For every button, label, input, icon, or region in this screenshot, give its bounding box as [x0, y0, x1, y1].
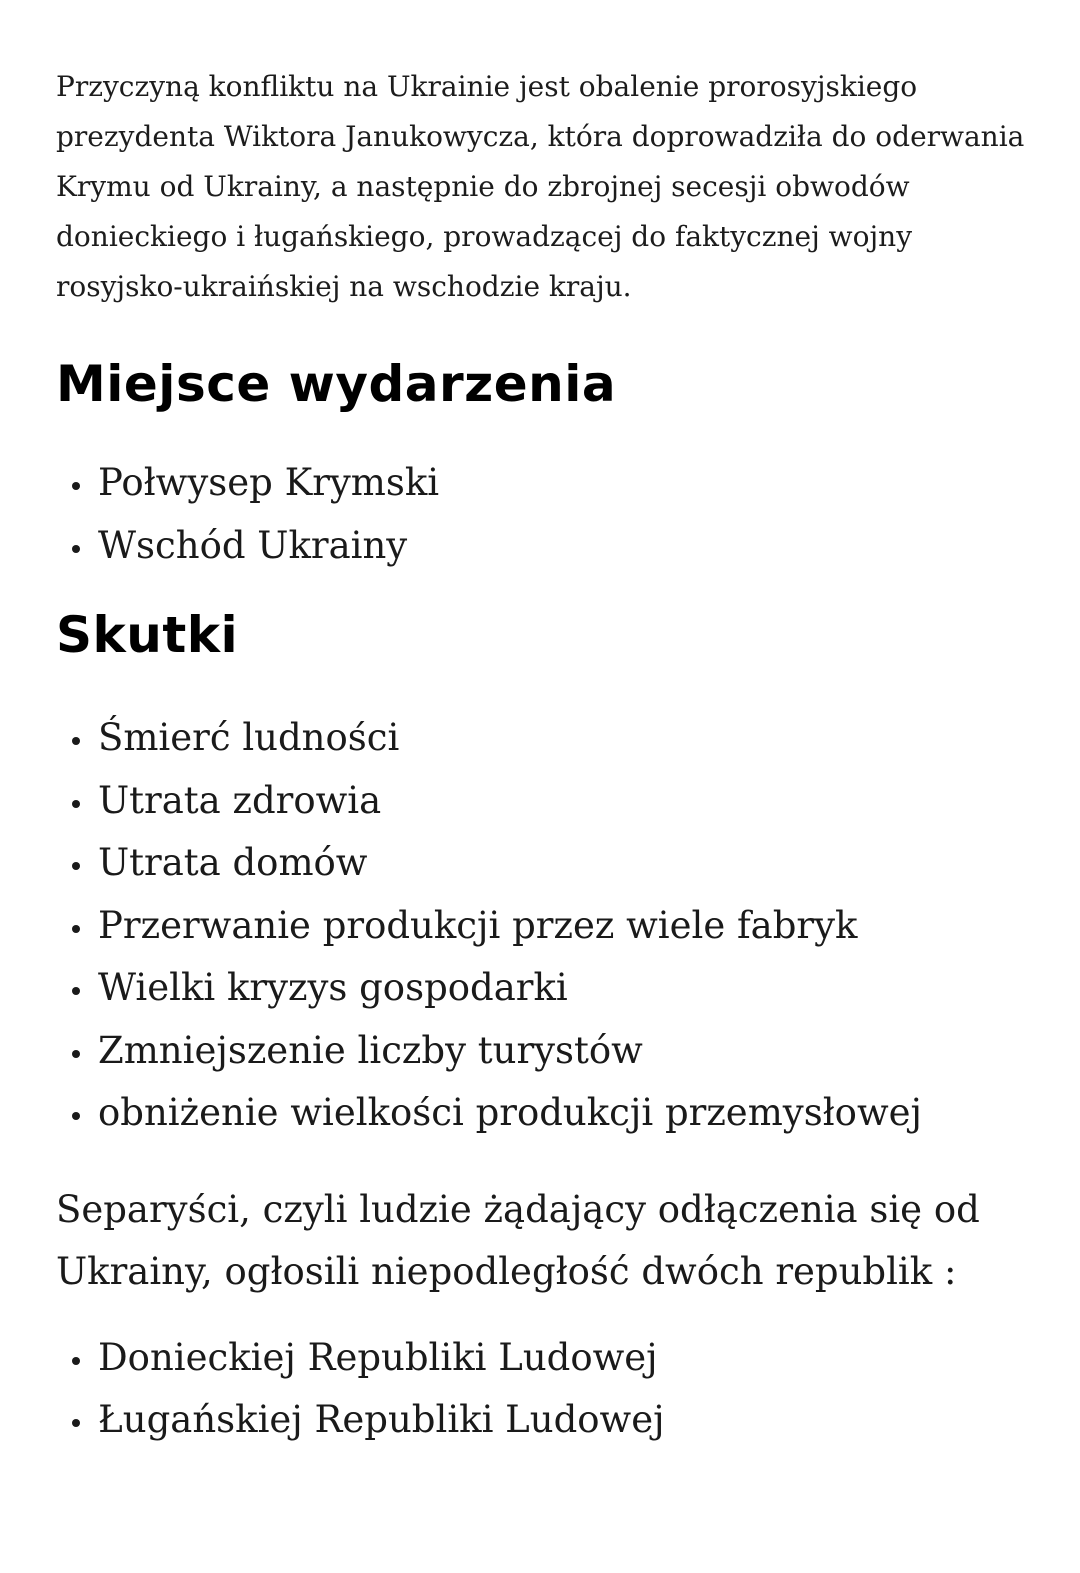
list-item: Połwysep Krymski [56, 452, 1036, 515]
separatists-paragraph: Separyści, czyli ludzie żądający odłączenia się od Ukrainy, ogłosili niepodległość dwóch republik : [56, 1187, 980, 1293]
republics-list [56, 1327, 1036, 1452]
list-item: Wschód Ukrainy [56, 515, 1036, 578]
list-item: Ługańskiej Republiki Ludowej [56, 1389, 1036, 1452]
place-list [56, 452, 1036, 577]
list-item: obniżenie wielkości produkcji przemysłowej [56, 1082, 1036, 1145]
list-item: Utrata domów [56, 832, 1036, 895]
document-page [56, 0, 1036, 1452]
list-item: Przerwanie produkcji przez wiele fabryk [56, 895, 1036, 958]
list-item: Donieckiej Republiki Ludowej [56, 1327, 1036, 1390]
effects-list [56, 707, 1036, 1145]
place-heading: Miejsce wydarzenia [56, 355, 617, 413]
effects-heading: Skutki [56, 606, 239, 664]
intro-paragraph: Przyczyną konfliktu na Ukrainie jest obalenie prorosyjskiego prezydenta Wiktora Janukowycza, która doprowadziła do oderwania Krymu od Ukrainy, a następnie do zbrojnej secesji obwodów donieckiego i ługańskiego, prowadzącej do faktycznej wojny rosyjsko-ukraińskiej na wschodzie kraju. [56, 70, 1025, 303]
list-item: Śmierć ludności [56, 707, 1036, 770]
list-item: Zmniejszenie liczby turystów [56, 1020, 1036, 1083]
list-item: Wielki kryzys gospodarki [56, 957, 1036, 1020]
list-item: Utrata zdrowia [56, 770, 1036, 833]
